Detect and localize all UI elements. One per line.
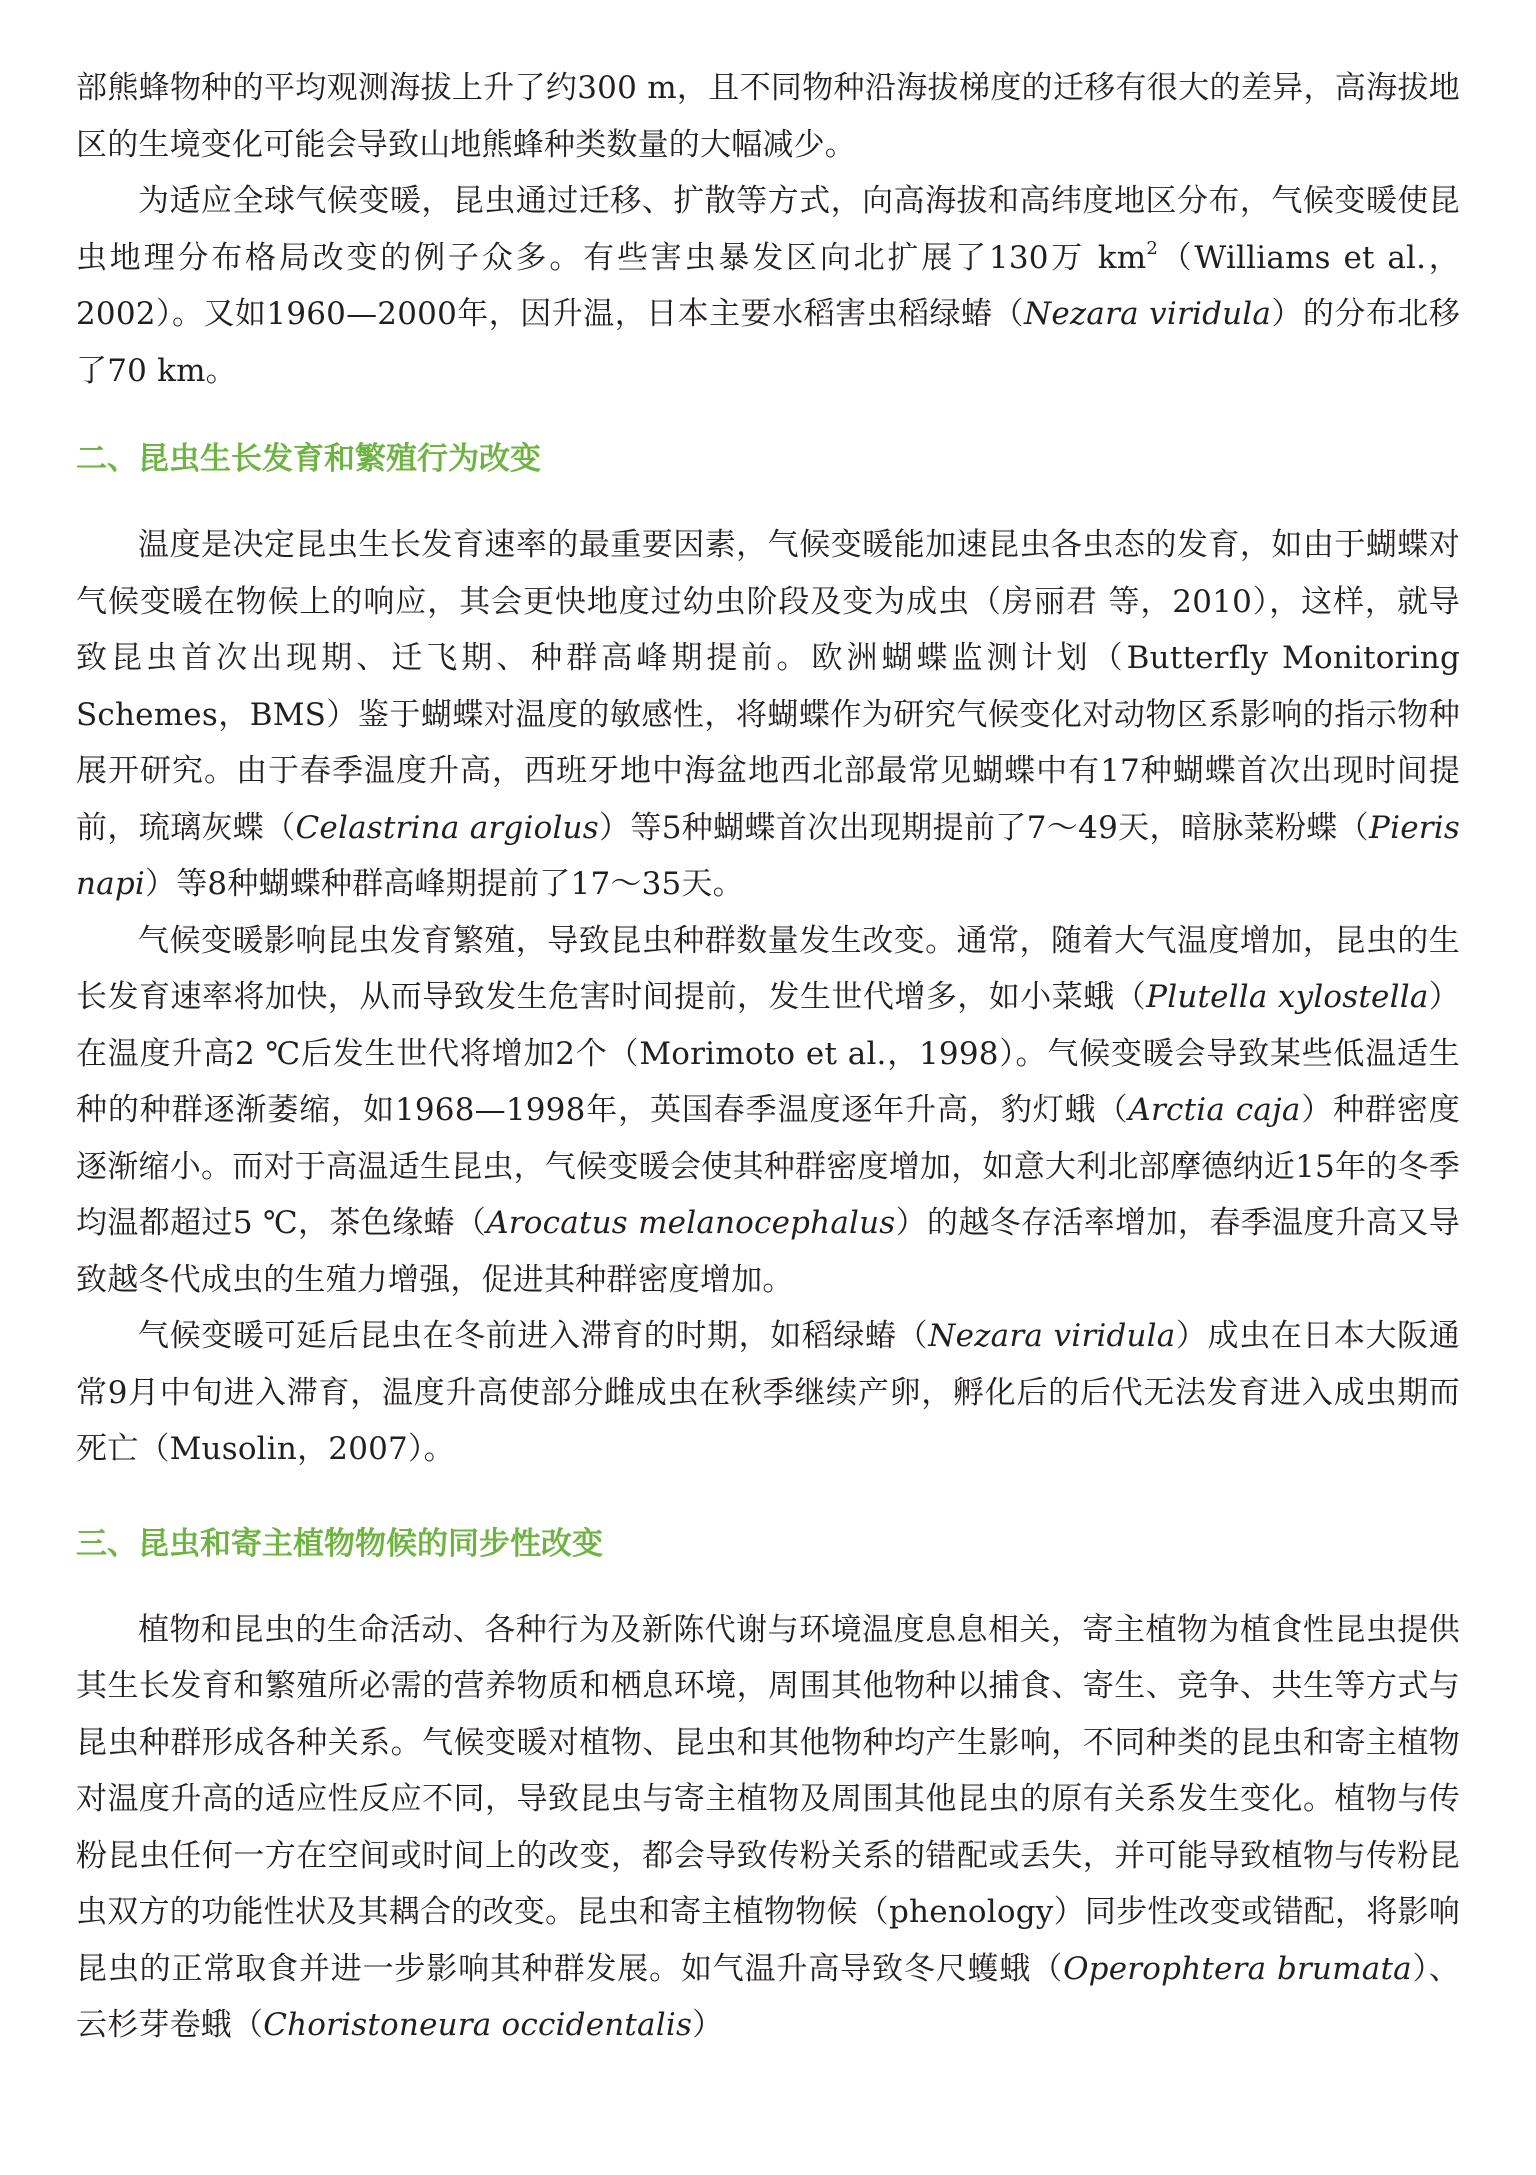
- paragraph-text: 部熊蜂物种的平均观测海拔上升了约300 m，且不同物种沿海拔梯度的迁移有很大的差异，高海拔地区的生境变化可能会导致山地熊蜂种类数量的大幅减少。: [76, 70, 1460, 163]
- superscript-2: 2: [1146, 237, 1158, 259]
- paragraph-diapause: [76, 1308, 1460, 1478]
- paragraph-text: ）等5种蝴蝶首次出现期提前了7～49天，暗脉菜粉蝶（: [598, 809, 1370, 846]
- species-name: Arctia caja: [1128, 1092, 1301, 1128]
- paragraph-text: 植物和昆虫的生命活动、各种行为及新陈代谢与环境温度息息相关，寄主植物为植食性昆虫提供其生长发育和繁殖所必需的营养物质和栖息环境，周围其他物种以捕食、寄生、竞争、共生等方式与昆虫种群形成各种关系。气候变暖对植物、昆虫和其他物种均产生影响，不同种类的昆虫和寄主植物对温度升高的适应性反应不同，导致昆虫与寄主植物及周围其他昆虫的原有关系发生变化。植物与传粉昆虫任何一方在空间或时间上的改变，都会导致传粉关系的错配或丢失，并可能导致植物与传粉昆虫双方的功能性状及其耦合的改变。昆虫和寄主植物物候（phenology）同步性改变或错配，将影响昆虫的正常取食并进一步影响其种群发展。如气温升高导致冬尺蠖蛾（: [76, 1611, 1460, 1987]
- paragraph-text: 气候变暖可延后昆虫在冬前进入滞育的时期，如稻绿蝽（: [138, 1318, 929, 1354]
- species-name: Nezara viridula: [1024, 296, 1272, 332]
- paragraph-text: ）: [692, 2007, 724, 2043]
- paragraph-reproduction: [76, 913, 1460, 1309]
- paragraph-text: 为适应全球气候变暖，昆虫通过迁移、扩散等方式，向高海拔和高纬度地区分布，气候变暖使昆虫地理分布格局改变的例子众多。有些害虫暴发区向北扩展了130万 km: [76, 183, 1460, 276]
- paragraph-text: ）的分布北移了70 km。: [76, 296, 1460, 389]
- paragraph-text: ）等8种蝴蝶种群高峰期提前了17～35天。: [145, 866, 744, 902]
- species-name: Choristoneura occidentalis: [263, 2007, 693, 2043]
- species-name: Arocatus melanocephalus: [486, 1205, 896, 1241]
- paragraph-text: ）、云杉芽卷蛾（: [76, 1950, 1460, 2043]
- paragraph-text: （Williams et al.，2002）。又如1960—2000年，因升温，日本主要水稻害虫稻绿蝽（: [76, 239, 1460, 332]
- paragraph-phenology-synchrony: [76, 1602, 1460, 2054]
- paragraph-text: ）种群密度逐渐缩小。而对于高温适生昆虫，气候变暖会使其种群密度增加，如意大利北部摩德纳近15年的冬季均温都超过5 ℃，茶色缘蝽（: [76, 1092, 1461, 1241]
- paragraph-continued: [76, 60, 1460, 173]
- paragraph-text: 温度是决定昆虫生长发育速率的最重要因素，气候变暖能加速昆虫各虫态的发育，如由于蝴蝶对气候变暖在物候上的响应，其会更快地度过幼虫阶段及变为成虫（房丽君 等，2010），这样，就导致昆虫首次出现期、迁飞期、种群高峰期提前。欧洲蝴蝶监测计划（Butterfly Monitoring Schemes，BMS）鉴于蝴蝶对温度的敏感性，将蝴蝶作为研究气候变化对动物区系影响的指示物种展开研究。由于春季温度升高，西班牙地中海盆地西北部最常见蝴蝶中有17种蝴蝶首次出现时间提前，琉璃灰蝶（: [76, 527, 1460, 846]
- document-page: [76, 60, 1460, 2054]
- paragraph-text: 气候变暖影响昆虫发育繁殖，导致昆虫种群数量发生改变。通常，随着大气温度增加，昆虫的生长发育速率将加快，从而导致发生危害时间提前，发生世代增多，如小菜蛾（: [76, 922, 1460, 1015]
- species-name: Plutella xylostella: [1146, 979, 1429, 1015]
- species-name: Celastrina argiolus: [295, 809, 599, 846]
- species-name: Pieris napi: [76, 809, 1460, 902]
- species-name: Nezara viridula: [928, 1318, 1176, 1354]
- paragraph-growth-development: [76, 517, 1460, 913]
- species-name: Operophtera brumata: [1063, 1950, 1412, 1987]
- paragraph-text: ）在温度升高2 ℃后发生世代将增加2个（Morimoto et al.，1998）。气候变暖会导致某些低温适生种的种群逐渐萎缩，如1968—1998年，英国春季温度逐年升高，豹灯蛾（: [76, 979, 1461, 1128]
- section-heading-3: 三、昆虫和寄主植物物候的同步性改变: [76, 1525, 603, 1562]
- paragraph-text: ）的越冬存活率增加，春季温度升高又导致越冬代成虫的生殖力增强，促进其种群密度增加。: [76, 1205, 1460, 1298]
- paragraph-text: ）成虫在日本大阪通常9月中旬进入滞育，温度升高使部分雌成虫在秋季继续产卵，孵化后的后代无法发育进入成虫期而死亡（Musolin，2007）。: [76, 1318, 1460, 1467]
- section-heading-2: 二、昆虫生长发育和繁殖行为改变: [76, 441, 541, 477]
- paragraph-distribution-shift: [76, 173, 1460, 399]
